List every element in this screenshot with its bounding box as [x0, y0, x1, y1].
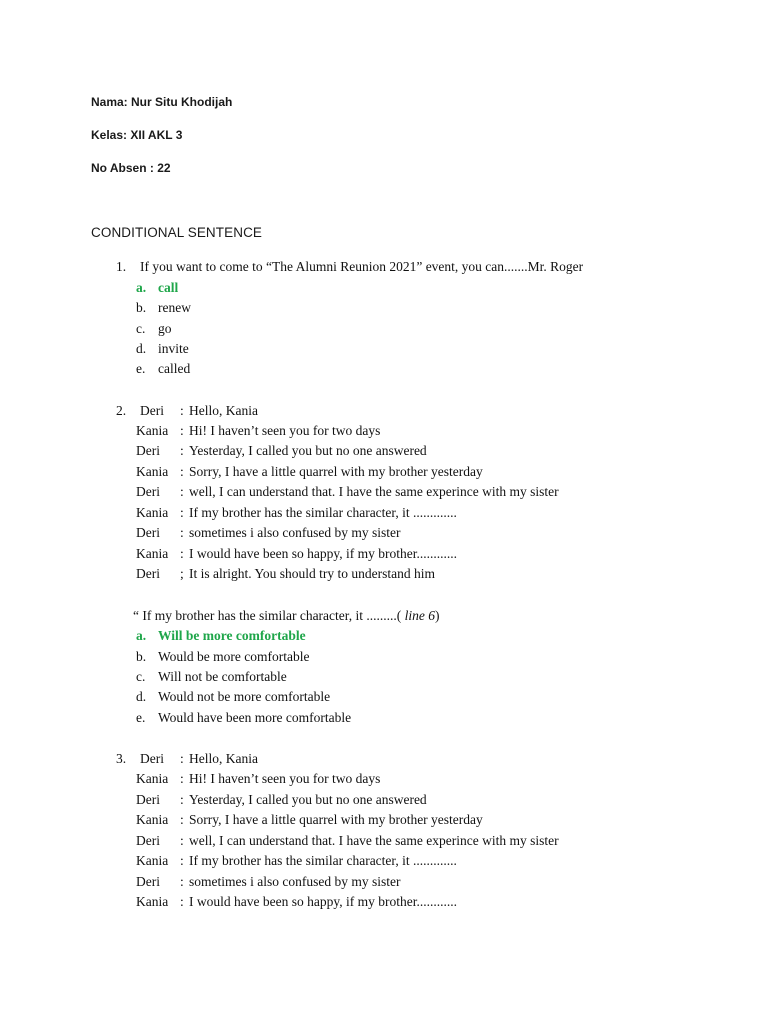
separator: :: [180, 751, 184, 766]
separator: :: [180, 505, 184, 520]
speech: sometimes i also confused by my sister: [189, 525, 401, 540]
speaker: Deri: [136, 833, 160, 848]
student-class: Kelas: XII AKL 3: [91, 128, 183, 142]
speech: It is alright. You should try to understand him: [189, 566, 435, 581]
speech: Hello, Kania: [189, 403, 258, 418]
speech: well, I can understand that. I have the same experince with my sister: [189, 833, 559, 848]
speaker: Kania: [136, 464, 169, 479]
separator: :: [180, 546, 184, 561]
option-letter: d.: [136, 341, 147, 356]
speech: sometimes i also confused by my sister: [189, 874, 401, 889]
speech: I would have been so happy, if my brother............: [189, 894, 457, 909]
option-letter: d.: [136, 689, 147, 704]
option-letter: b.: [136, 649, 147, 664]
speaker: Deri: [136, 443, 160, 458]
separator: :: [180, 853, 184, 868]
option-letter: e.: [136, 710, 146, 725]
speaker: Deri: [140, 403, 164, 418]
student-name: Nama: Nur Situ Khodijah: [91, 95, 233, 109]
speaker: Deri: [136, 566, 160, 581]
speech: Hello, Kania: [189, 751, 258, 766]
quote-close: ): [434, 608, 440, 623]
section-title: CONDITIONAL SENTENCE: [91, 225, 263, 240]
option-letter: e.: [136, 361, 146, 376]
speech: Hi! I haven’t seen you for two days: [189, 423, 381, 438]
speaker: Kania: [136, 771, 169, 786]
speaker: Kania: [136, 505, 169, 520]
speaker: Kania: [136, 894, 169, 909]
speaker: Kania: [136, 812, 169, 827]
separator: :: [180, 894, 184, 909]
separator: :: [180, 423, 184, 438]
question-number: 1.: [116, 259, 127, 274]
option-text: Would be more comfortable: [158, 649, 310, 664]
speaker: Deri: [136, 874, 160, 889]
separator: :: [180, 812, 184, 827]
separator: :: [180, 874, 184, 889]
option-letter: c.: [136, 321, 146, 336]
speech: Sorry, I have a little quarrel with my brother yesterday: [189, 464, 483, 479]
student-absence-number: No Absen : 22: [91, 161, 171, 175]
speech: Hi! I haven’t seen you for two days: [189, 771, 381, 786]
separator: :: [180, 443, 184, 458]
option-letter: a.: [136, 628, 147, 643]
separator: :: [180, 525, 184, 540]
option-letter: c.: [136, 669, 146, 684]
speaker: Kania: [136, 423, 169, 438]
option-text: renew: [158, 300, 191, 315]
quote-text: “ If my brother has the similar character, it .........(: [133, 608, 402, 623]
separator: ;: [180, 566, 184, 581]
speech: Yesterday, I called you but no one answered: [189, 443, 427, 458]
speech: Sorry, I have a little quarrel with my brother yesterday: [189, 812, 483, 827]
option-text: called: [158, 361, 191, 376]
option-text: Would have been more comfortable: [158, 710, 352, 725]
speech: well, I can understand that. I have the same experince with my sister: [189, 484, 559, 499]
option-text: Will be more comfortable: [158, 628, 306, 643]
option-letter: a.: [136, 280, 147, 295]
separator: :: [180, 833, 184, 848]
question-number: 2.: [116, 403, 127, 418]
speech: Yesterday, I called you but no one answered: [189, 792, 427, 807]
speaker: Deri: [140, 751, 164, 766]
separator: :: [180, 464, 184, 479]
speech: If my brother has the similar character, it .............: [189, 853, 457, 868]
speaker: Deri: [136, 792, 160, 807]
question-number: 3.: [116, 751, 127, 766]
speaker: Deri: [136, 484, 160, 499]
question-stem: [133, 607, 439, 625]
speaker: Deri: [136, 525, 160, 540]
option-text: invite: [158, 341, 189, 356]
separator: :: [180, 771, 184, 786]
speaker: Kania: [136, 546, 169, 561]
speech: I would have been so happy, if my brother............: [189, 546, 457, 561]
option-text: Would not be more comfortable: [158, 689, 331, 704]
option-text: Will not be comfortable: [158, 669, 287, 684]
option-text: go: [158, 321, 172, 336]
speech: If my brother has the similar character, it .............: [189, 505, 457, 520]
question-stem: If you want to come to “The Alumni Reunion 2021” event, you can.......Mr. Roger: [140, 259, 584, 274]
separator: :: [180, 484, 184, 499]
separator: :: [180, 792, 184, 807]
separator: :: [180, 403, 184, 418]
option-text: call: [158, 280, 179, 295]
speaker: Kania: [136, 853, 169, 868]
option-letter: b.: [136, 300, 147, 315]
line-reference: line 6: [401, 608, 435, 623]
